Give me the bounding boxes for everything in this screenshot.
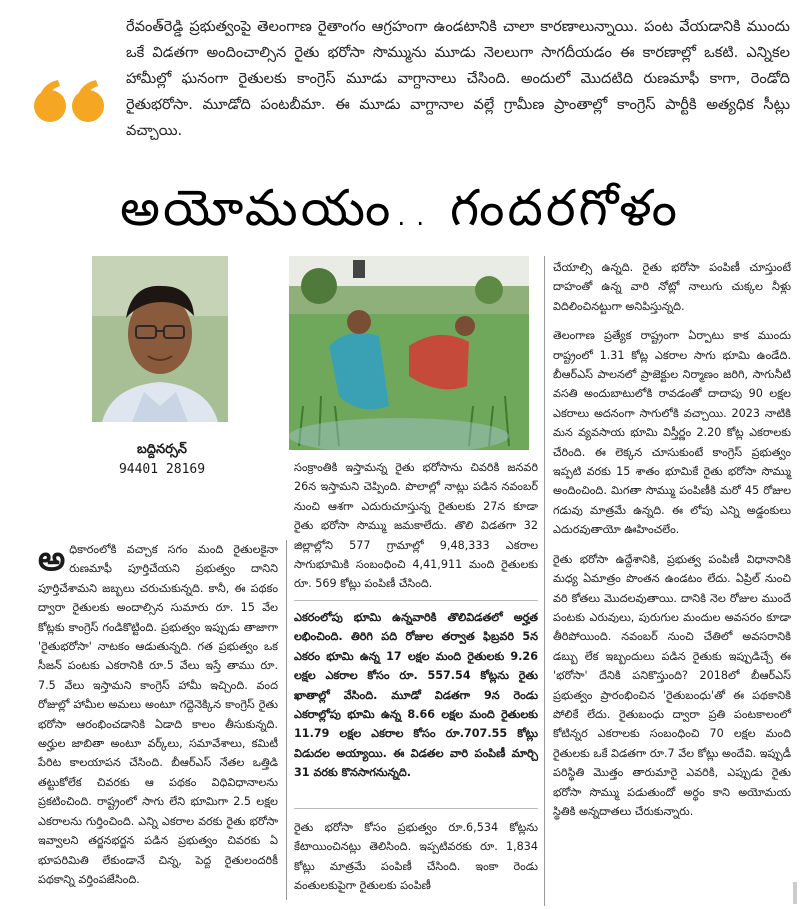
- article-paragraph: రైతు భరోసా కోసం ప్రభుత్వం రూ.6,534 కోట్లను కేటాయించినట్లు తెలిసింది. ఇప్పటివరకు రూ. 1,834 కోట్లు మాత్రమే పంపిణీ చేసింది. ఇంకా రెండు వంతులకుపైగా రైతులకు పంపిణీ: [294, 821, 538, 893]
- article-column-2-top: [294, 458, 538, 594]
- headline: అయోమయం.. గందరగోళం: [120, 179, 680, 237]
- scrollbar-thumb[interactable]: [793, 882, 797, 904]
- article-column-2-highlight: [294, 608, 538, 783]
- author-phone: 94401 28169: [118, 462, 206, 477]
- pull-quote-text: రేవంత్‌రెడ్డి ప్రభుత్వంపై తెలంగాణ రైతాంగం ఆగ్రహంగా ఉండటానికి చాలా కారణాలున్నాయి. పంట వేయడానికి ముందు ఒకే విడతగా అందించాల్సిన రైతు భరోసా సొమ్మును మూడు నెలలుగా సాగదీయడం ఈ కారణాల్లో ఒకటి. ఎన్నికల హామీల్లో ఘనంగా రైతులకు కాంగ్రెస్‌ మూడు వాగ్దానాలు చేసింది. అందులో మొదటిది రుణమాఫీ కాగా, రెండోది రైతుభరోసా. మూడోది పంటబీమా. ఈ మూడు వాగ్దానాల వల్లే గ్రామీణ ప్రాంతాల్లో కాంగ్రెస్‌ పార్టీకి అత్యధిక సీట్లు వచ్చాయి.: [126, 18, 790, 139]
- author-name: బద్దినర్సన్‌: [137, 442, 187, 457]
- pull-quote: [30, 14, 790, 164]
- section-divider: [294, 600, 538, 601]
- byline: [92, 440, 232, 480]
- farmers-photo: [289, 256, 529, 450]
- article-paragraph: ధికారంలోకి వచ్చాక సగం మంది రైతులకైనా రుణమాఫీ పూర్తిచేయని ప్రభుత్వం దానిని పూర్తిచేశామని జబ్బలు చరుచుకున్నది. కానీ, ఈ పథకం ద్వారా రైతులకు అందాల్సిన సుమారు రూ. 15 వేల కోట్లకు కాంగ్రెస్‌ గండికొట్టింది. ప్రభుత్వం ఇప్పుడు తాజాగా 'రైతుభరోసా' నాటకం ఆడుతున్నది. గత ప్రభుత్వం ఒక సీజన్‌ పంటకు ఎకరానికి రూ.5 వేలు ఇస్తే తాము రూ. 7.5 వేలు ఇస్తామని కాంగ్రెస్‌ హామీ ఇచ్చింది. వంద రోజుల్లో హామీల అమలు అంటూ గద్దెనెక్కిన కాంగ్రెస్‌ రైతు భరోసా ఆరంభించడానికి ఏడాది కాలం తీసుకున్నది. అర్హుల జాబితా అంటూ వర్క్‌లు, సమావేశాలు, కమిటీ పేరిట కాలయాపన చేసింది. బీఆర్‌ఎస్‌ నేతల ఒత్తిడి తట్టుకోలేక చివరకు ఆ పథకం విధివిధానాలను ప్రకటించింది. రాష్ట్రంలో సాగు లేని భూమిగా 2.5 లక్షల ఎకరాలను గుర్తించింది. ఎన్ని ఎకరాల వరకు రైతు భరోసా ఇవ్వాలని తర్జనభర్జన పడిన ప్రభుత్వం చివరకు ఏ భూపరిమితి లేకుండానే చిన్న, పెద్ద రైతులందరికీ పథకాన్ని వర్తింపజేసింది.: [38, 543, 278, 886]
- article-column-2-bottom: [294, 818, 538, 896]
- article-paragraph: సంక్రాంతికి ఇస్తామన్న రైతు భరోసాను చివరికి జనవరి 26న ఇస్తామని చెప్పింది. పొలాల్లో నాట్లు పడిన నవంబర్‌ నుంచి ఆశగా ఎదురుచూస్తున్న రైతులకు 27న కూడా రైతు భరోసా సొమ్ము జమకాలేదు. తొలి విడతగా 32 జిల్లాల్లోని 577 గ్రామాల్లో 9,48,333 ఎకరాల సాగుభూమికి సంబంధించి 4,41,911 మంది రైతులకు రూ. 569 కోట్లు పంపిణీ చేసింది.: [294, 461, 538, 591]
- quote-mark-icon: [30, 74, 110, 134]
- article-paragraph: చేయాల్సి ఉన్నది. రైతు భరోసా పంపిణీ చూస్తుంటే దాహంతో ఉన్న వారి నోట్లో నాలుగు చుక్కల నీళ్లు విదిలించినట్టుగా అనిపిస్తున్నది.: [553, 261, 791, 313]
- article-paragraph: తెలంగాణ ప్రత్యేక రాష్ట్రంగా ఏర్పాటు కాక ముందు రాష్ట్రంలో 1.31 కోట్ల ఎకరాల సాగు భూమి ఉండేది. బీఆర్‌ఎస్‌ పాలనలో ప్రాజెక్టుల నిర్మాణం జరిగి, సాగునీటి వసతి అందుబాటులోకి రావడంతో దాదాపు 90 లక్షల ఎకరాలు అదనంగా సాగులోకి వచ్చాయి. 2023 నాటికి మన వ్యవసాయ భూమి విస్తీర్ణం 2.20 కోట్ల ఎకరాలకు చేరింది. ఈ లెక్కన చూసుకుంటే కాంగ్రెస్‌ ప్రభుత్వం ఇప్పటి వరకు 15 శాతం భూమికే రైతు భరోసా సొమ్ము అందించింది. మిగతా సొమ్ము పంపిణీకి మరో 45 రోజుల గడువు మాత్రమే ఉన్నది. ఈ లోపు ఎన్ని అడ్డంకులు ఎదురవుతాయో ఊహించలేం.: [553, 329, 791, 537]
- section-divider: [294, 808, 538, 809]
- column-divider: [544, 256, 545, 906]
- author-photo: [92, 256, 228, 422]
- article-paragraph: రైతు భరోసా ఉద్దేశానికి, ప్రభుత్వ పంపిణీ విధానానికి మధ్య ఏమాత్రం పొంతన ఉండటం లేదు. ఏప్రిల్‌ నుంచి వరి కోతలు మొదలవుతాయి. దానికి నెల రోజుల ముందే పంటకు ఎరువులు, పురుగుల మందుల అవసరం కూడా తీరిపోయింది. నవంబర్‌ నుంచి చేతిలో అవసరానికి డబ్బు లేక ఇబ్బందులు పడిన రైతుకు ఇప్పుడిచ్చే ఈ 'భరోసా' దేనికి పనికొస్తుంది? 2018లో బీఆర్‌ఎస్‌ ప్రభుత్వం ప్రారంభించిన 'రైతుబంధు'తో ఈ పథకానికి పోలికే లేదు. రైతుబంధు ద్వారా ప్రతి పంటకాలంలో కోటిన్నర ఎకరాలకు సంబంధించి 70 లక్షల మంది రైతులకు ఒకే విడతగా రూ.7 వేల కోట్లు అందేవి. ఇప్పుడీ పరిస్థితి మొత్తం తారుమారై ఎవరికి, ఎప్పుడు రైతు భరోసా సొమ్ము పడుతుందో అర్థం కాని అయోమయ స్థితికి అన్నదాతలు చేరుకున్నారు.: [553, 552, 791, 818]
- drop-cap: అ: [38, 539, 66, 579]
- article-paragraph: ఎకరంలోపు భూమి ఉన్నవారికి తొలివిడతలో అర్హత లభించింది. తిరిగి పది రోజుల తర్వాత ఫిబ్రవరి 5న ఎకరం భూమి ఉన్న 17 లక్షల మంది రైతులకు 9.26 లక్షల ఎకరాల కోసం రూ. 557.54 కోట్లను రైతు ఖాతాల్లో వేసింది. మూడో విడతగా 9న రెండు ఎకరాల్లోపు భూమి ఉన్న 8.66 లక్షల మంది రైతులకు 11.79 లక్షల ఎకరాల కోసం రూ.707.55 కోట్లు విడుదల అయ్యాయి. ఈ విడతల వారి పంపిణీ మార్చి 31 వరకు కొనసాగనున్నది.: [294, 611, 538, 780]
- article-column-1: [38, 540, 278, 889]
- column-divider: [286, 540, 287, 900]
- article-column-3: [553, 258, 791, 821]
